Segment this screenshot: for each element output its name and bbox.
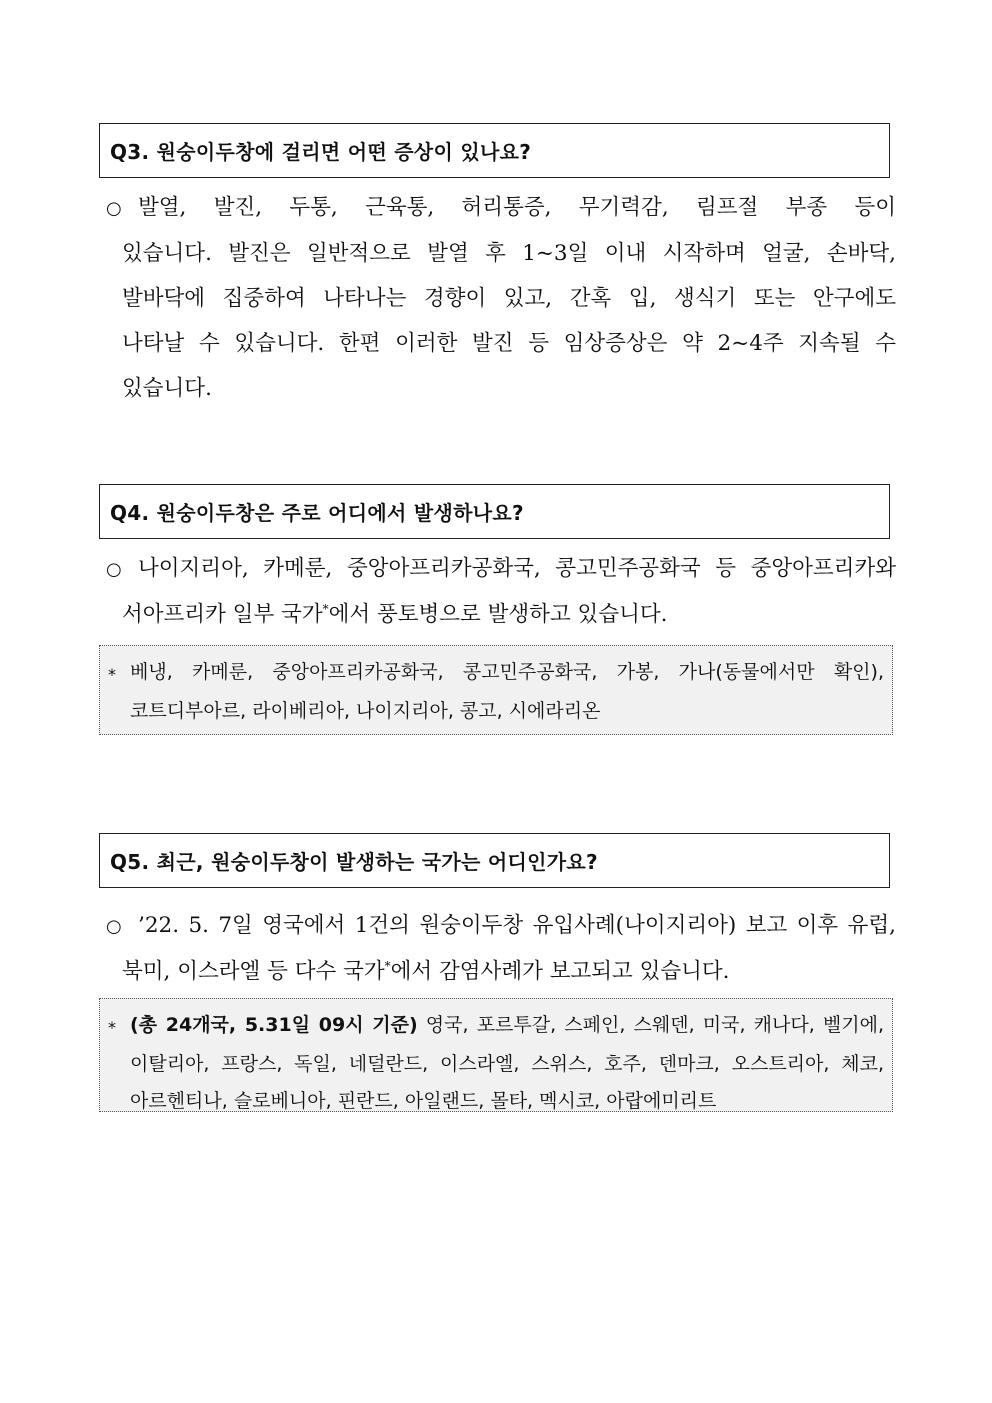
asterisk-icon: * <box>108 1018 116 1037</box>
q4-answer <box>106 546 896 637</box>
footnote-marker: * <box>322 601 329 616</box>
circle-bullet-icon: ○ <box>106 559 122 580</box>
q3-question-title: Q3. 원숭이두창에 걸리면 어떤 증상이 있나요? <box>110 140 532 164</box>
q5-answer-line: ○ ’22. 5. 7일 영국에서 1건의 원숭이두창 유입사례(나이지리아) 보고 이후 유럽, <box>106 903 896 949</box>
q3-question-box <box>99 123 890 178</box>
q5-footnote-date-basis: (총 24개국, 5.31일 09시 기준) <box>130 1014 418 1036</box>
circle-bullet-icon: ○ <box>106 916 122 937</box>
q5-footnote-line: * (총 24개국, 5.31일 09시 기준) 영국, 포르투갈, 스페인, 스웨덴, 미국, 캐나다, 벨기에, <box>108 1007 884 1046</box>
q4-footnote-line: * 베냉, 카메룬, 중앙아프리카공화국, 콩고민주공화국, 가봉, 가나(동물에서만 확인), <box>108 654 884 693</box>
q5-question-box <box>99 833 890 888</box>
q4-answer-line: ○ 나이지리아, 카메룬, 중앙아프리카공화국, 콩고민주공화국 등 중앙아프리카와 <box>106 546 896 592</box>
q4-footnote-box <box>99 645 893 735</box>
circle-bullet-icon: ○ <box>106 198 122 219</box>
q4-footnote-line: 코트디부아르, 라이베리아, 나이지리아, 콩고, 시에라리온 <box>130 700 601 722</box>
q5-footnote-line: 아르헨티나, 슬로베니아, 핀란드, 아일랜드, 몰타, 멕시코, 아랍에미리트 <box>130 1090 717 1112</box>
q4-answer-line: 서아프리카 일부 국가*에서 풍토병으로 발생하고 있습니다. <box>122 601 668 627</box>
q3-answer-line: 발바닥에 집중하여 나타나는 경향이 있고, 간혹 입, 생식기 또는 안구에도 <box>122 286 896 311</box>
q5-answer-line: 북미, 이스라엘 등 다수 국가*에서 감염사례가 보고되고 있습니다. <box>122 958 730 984</box>
q3-answer-line: ○ 발열, 발진, 두통, 근육통, 허리통증, 무기력감, 림프절 부종 등이 <box>106 185 896 231</box>
footnote-marker: * <box>384 958 391 973</box>
q3-answer-line: 있습니다. <box>122 376 212 401</box>
q5-answer <box>106 903 896 994</box>
q5-question-title: Q5. 최근, 원숭이두창이 발생하는 국가는 어디인가요? <box>110 850 598 874</box>
q3-answer-line: 있습니다. 발진은 일반적으로 발열 후 1~3일 이내 시작하며 얼굴, 손바닥, <box>122 241 896 266</box>
q3-answer-line: 나타날 수 있습니다. 한편 이러한 발진 등 임상증상은 약 2~4주 지속될 수 <box>122 331 896 356</box>
q5-footnote-box <box>99 998 893 1112</box>
q4-question-box <box>99 484 890 539</box>
q4-question-title: Q4. 원숭이두창은 주로 어디에서 발생하나요? <box>110 501 524 525</box>
q5-footnote-line: 이탈리아, 프랑스, 독일, 네덜란드, 이스라엘, 스위스, 호주, 덴마크, 오스트리아, 체코, <box>130 1053 884 1075</box>
asterisk-icon: * <box>108 665 116 684</box>
q3-answer <box>106 185 896 411</box>
